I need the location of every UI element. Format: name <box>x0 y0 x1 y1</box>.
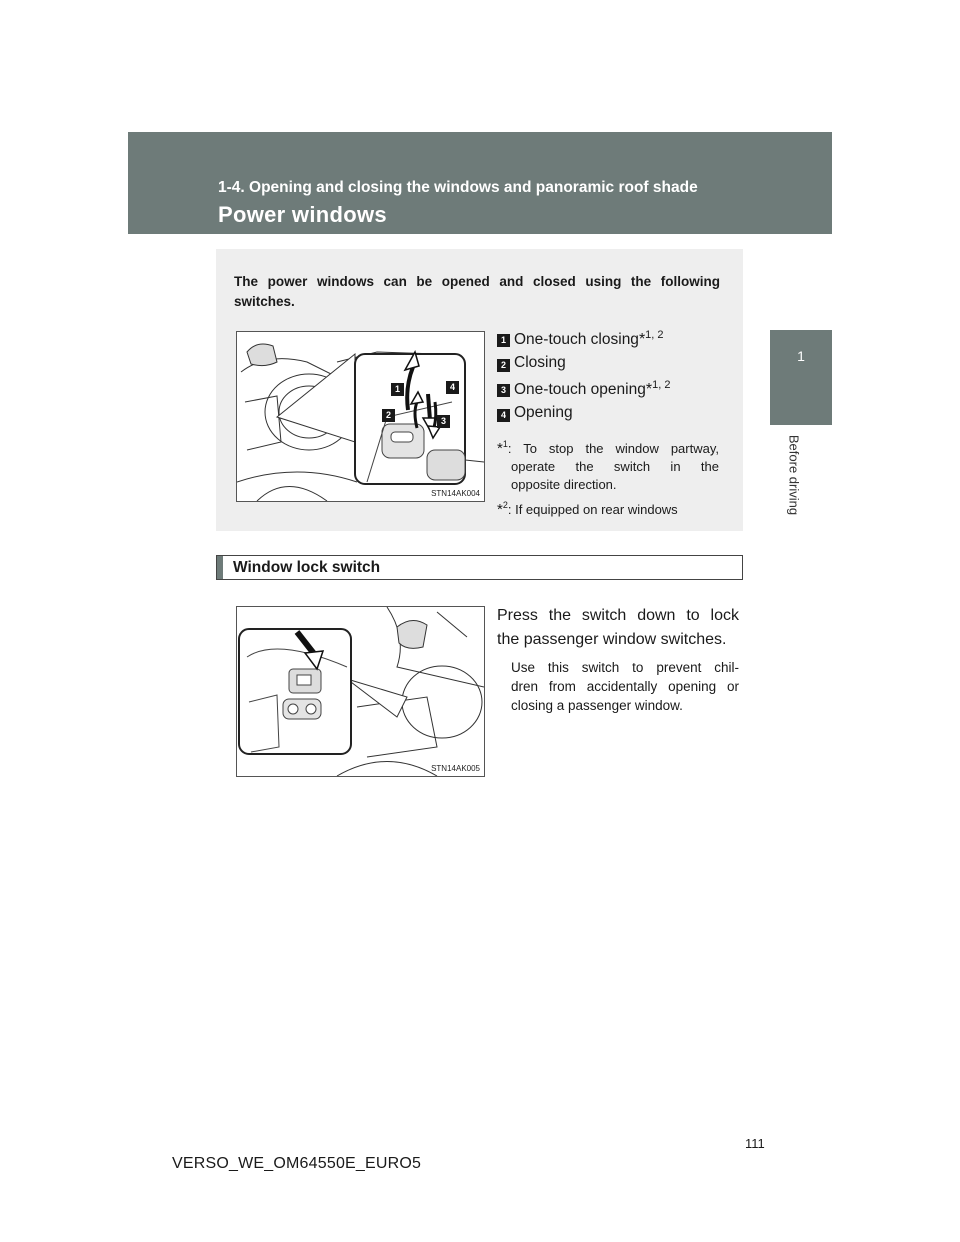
legend-sup-3: 1, 2 <box>652 379 671 391</box>
page-title: Power windows <box>218 202 387 227</box>
legend-star-1: * <box>638 331 646 348</box>
footnote-1 <box>497 435 719 494</box>
subheading-box <box>216 555 743 580</box>
intro-text-line1: The power windows can be opened and closed using the following <box>234 274 720 289</box>
document-code: VERSO_WE_OM64550E_EURO5 <box>172 1155 422 1172</box>
instruction-text <box>497 604 739 652</box>
legend-label-1: One-touch closing <box>514 331 639 348</box>
section-title: 1-4. Opening and closing the windows and panoramic roof shade <box>218 179 698 196</box>
footnote-2: *$^2$: If equipped on rear windows <box>497 500 678 518</box>
instruction-line2: the passenger window switches. <box>497 631 727 648</box>
power-window-switch-figure <box>236 331 485 502</box>
callout-1: 1 <box>391 383 404 396</box>
footnote-1-line2: operate the switch in the <box>511 459 719 474</box>
window-lock-switch-figure <box>236 606 485 777</box>
callout-3: 3 <box>437 415 450 428</box>
usage-note-line2: dren from accidentally opening or <box>511 679 739 694</box>
chapter-label-text: Before driving <box>786 434 802 516</box>
legend-item-1 <box>514 329 664 349</box>
legend-num-2: 2 <box>497 359 510 372</box>
callout-2: 2 <box>382 409 395 422</box>
chapter-number: 1 <box>797 348 805 364</box>
chapter-tab <box>770 330 832 425</box>
legend-item-4 <box>514 404 573 422</box>
legend-label-2: Closing <box>514 354 566 371</box>
instruction-line1: Press the switch down to lock <box>497 607 739 624</box>
callout-4: 4 <box>446 381 459 394</box>
legend-num-1: 1 <box>497 334 510 347</box>
legend-item-2 <box>514 354 566 372</box>
legend-sup-1: 1, 2 <box>645 329 664 341</box>
usage-note-line3: closing a passenger window. <box>511 698 683 713</box>
footnote-1-line1: *$^1$: To stop the window partway, <box>497 439 719 457</box>
footnote-1-line3: opposite direction. <box>511 477 617 492</box>
figure-code: STN14AK004 <box>431 489 480 498</box>
footnote-2-mark: *$^2$ <box>497 500 508 518</box>
legend-label-4: Opening <box>514 404 573 421</box>
legend-item-3 <box>514 379 670 399</box>
legend-num-4: 4 <box>497 409 510 422</box>
usage-note-line1: Use this switch to prevent chil- <box>511 660 739 675</box>
legend <box>497 328 727 428</box>
subheading-title: Window lock switch <box>233 559 381 576</box>
legend-star-3: * <box>645 381 653 398</box>
figure-code: STN14AK005 <box>431 764 480 773</box>
usage-note <box>511 658 739 715</box>
intro-text-line2: switches. <box>234 294 295 309</box>
legend-label-3: One-touch opening <box>514 381 646 398</box>
legend-num-3: 3 <box>497 384 510 397</box>
footnote-1-mark: *$^1$ <box>497 439 508 457</box>
page-number: 111 <box>745 1136 765 1151</box>
chapter-label <box>783 425 805 525</box>
subheading-accent <box>217 556 223 579</box>
window-lock-illustration <box>237 607 484 776</box>
